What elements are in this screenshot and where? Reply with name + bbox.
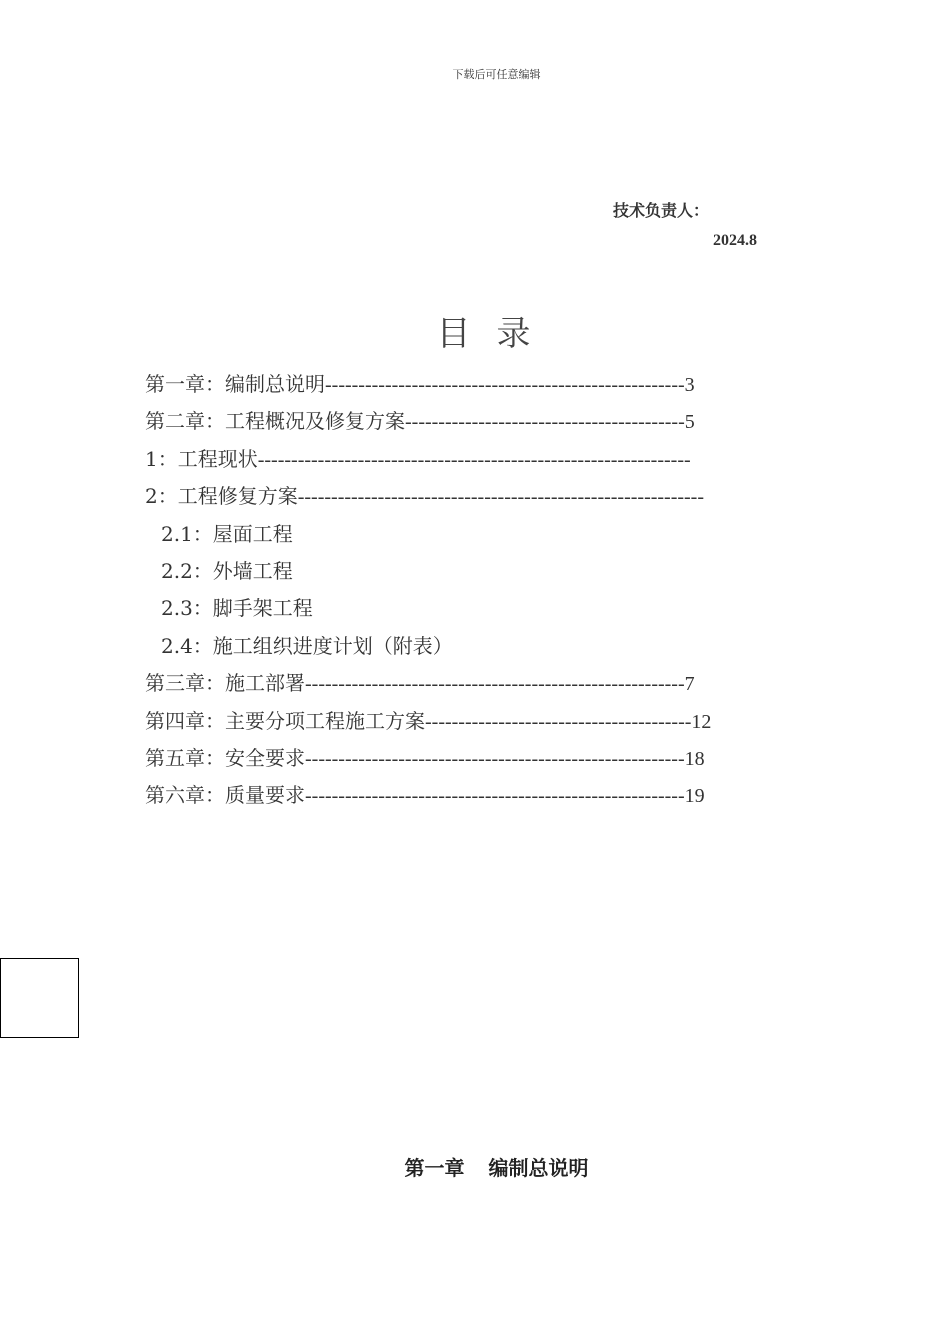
toc-leader-dots: ---------------------------------------------------------	[305, 785, 685, 808]
toc-title: 目录	[436, 314, 557, 354]
toc-leader-dots: ---------------------------------------------------------	[305, 747, 685, 770]
toc-entry-chapter-4[interactable]	[145, 705, 785, 742]
toc-leader-dots: ---------------------------------------------------------	[305, 673, 685, 696]
toc-entry-label: 2：工程修复方案	[145, 484, 298, 509]
technical-lead-label: 技术负责人：	[613, 201, 710, 220]
toc-page-number: 7	[684, 673, 695, 696]
chapter-number: 第一章	[404, 1156, 465, 1180]
toc-leader-dots: ----------------------------------------	[425, 710, 692, 733]
table-of-contents	[145, 368, 785, 817]
toc-entry-label: 2.4：施工组织进度计划（附表）	[161, 633, 453, 658]
toc-entry-section-2-2[interactable]	[145, 555, 785, 592]
toc-entry-section-2-1[interactable]	[145, 518, 785, 555]
toc-entry-label: 2.1：屋面工程	[161, 521, 293, 546]
document-date: 2024.8	[713, 232, 757, 249]
toc-leader-dots: -----------------------------------------------------------------	[257, 448, 691, 471]
empty-frame-box	[0, 958, 79, 1038]
toc-entry-label: 第三章：施工部署	[145, 671, 305, 696]
toc-leader-dots: ------------------------------------------	[405, 411, 685, 434]
toc-page-number: 5	[684, 411, 695, 434]
toc-entry-label: 第二章：工程概况及修复方案	[145, 409, 405, 434]
toc-page-number: 12	[691, 710, 712, 733]
chapter-title: 编制总说明	[488, 1156, 589, 1180]
page-header-note: 下载后可任意编辑	[452, 68, 541, 81]
toc-entry-label: 第六章：质量要求	[145, 783, 305, 808]
toc-page-number: 3	[684, 374, 695, 396]
toc-entry-section-2-3[interactable]	[145, 592, 785, 629]
toc-entry-chapter-3[interactable]	[145, 667, 785, 704]
toc-entry-label: 第五章：安全要求	[145, 745, 305, 770]
toc-page-number: 19	[684, 785, 705, 808]
toc-entry-label: 1：工程现状	[145, 446, 258, 471]
toc-entry-label: 2.3：脚手架工程	[161, 596, 313, 621]
toc-entry-section-2-4[interactable]	[145, 630, 785, 667]
toc-entry-section-1[interactable]	[145, 443, 785, 480]
toc-entry-section-2[interactable]	[145, 480, 785, 517]
toc-page-number: 18	[684, 747, 705, 770]
toc-entry-chapter-5[interactable]	[145, 742, 785, 779]
toc-entry-label: 第一章：编制总说明	[145, 372, 325, 396]
toc-entry-label: 第四章：主要分项工程施工方案	[145, 708, 425, 733]
toc-leader-dots: ------------------------------------------------------	[325, 374, 685, 396]
toc-leader-dots: -------------------------------------------------------------	[297, 486, 705, 509]
toc-entry-chapter-1[interactable]	[145, 368, 785, 405]
toc-entry-chapter-6[interactable]	[145, 779, 785, 816]
chapter-1-heading	[0, 1152, 950, 1181]
toc-entry-label: 2.2：外墙工程	[161, 558, 293, 583]
toc-entry-chapter-2[interactable]	[145, 405, 785, 442]
